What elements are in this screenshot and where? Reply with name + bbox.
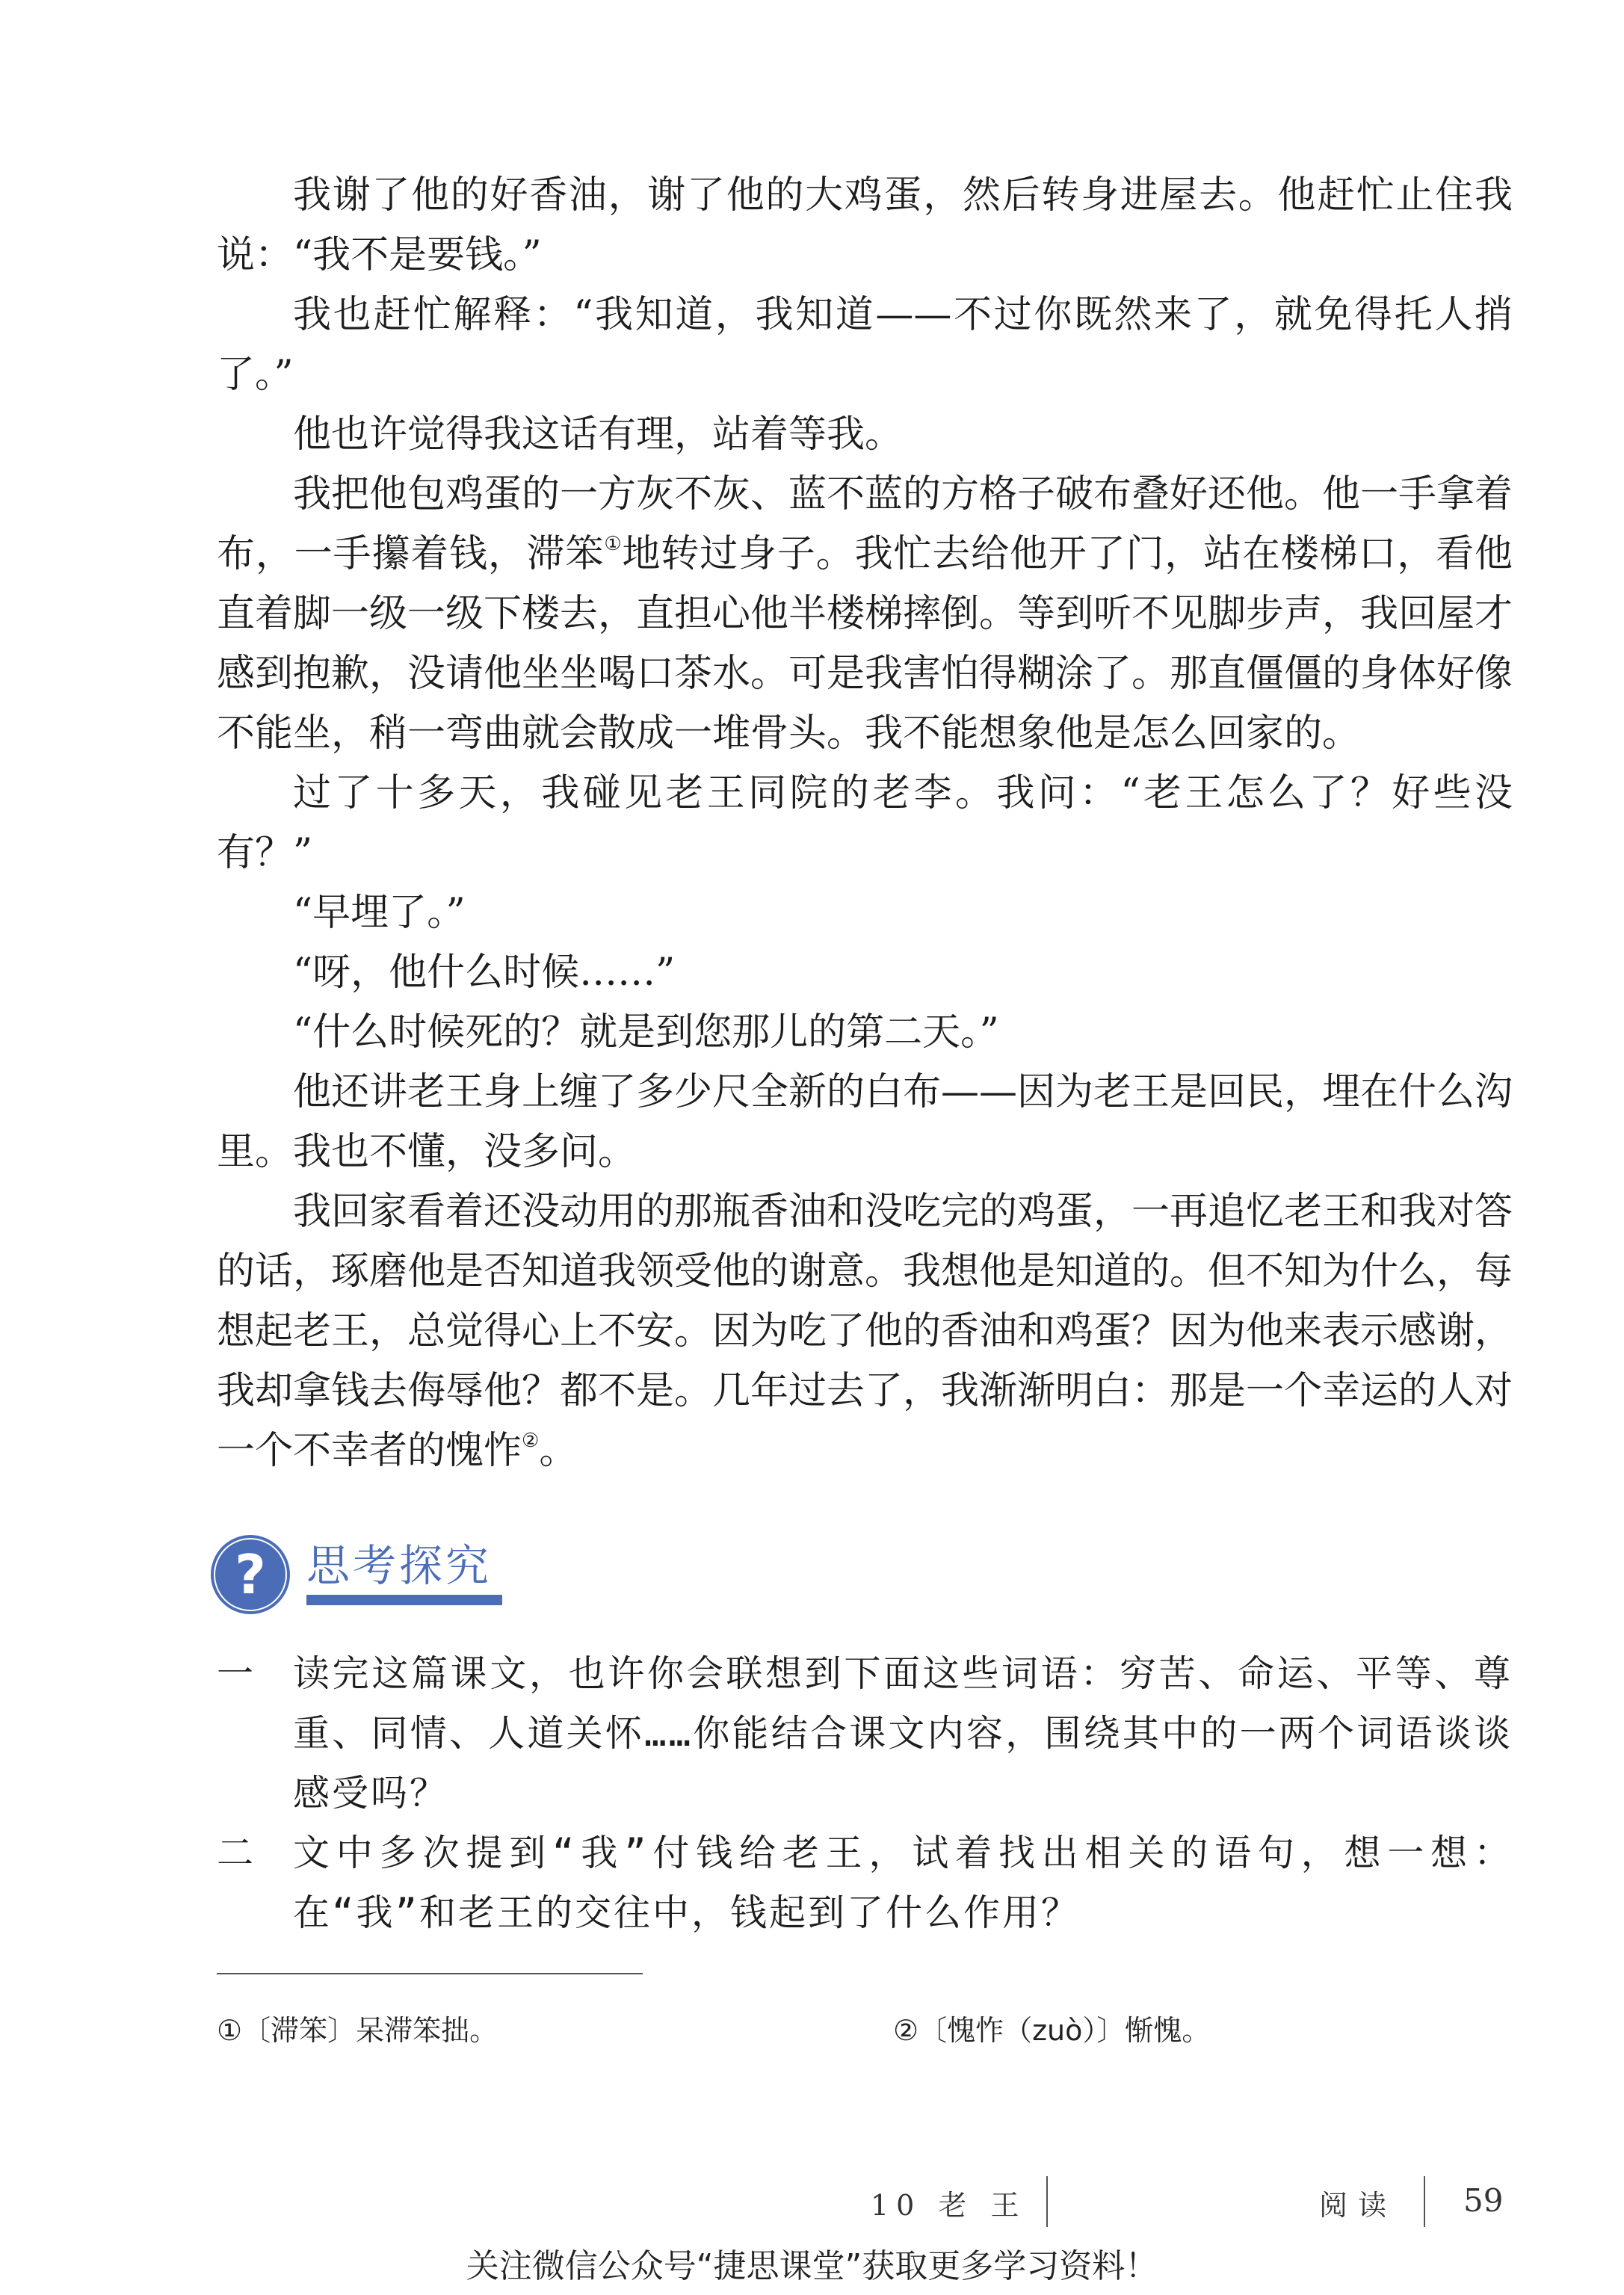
paragraph: 他还讲老王身上缠了多少尺全新的白布——因为老王是回民，埋在什么沟里。我也不懂，没多问。 xyxy=(217,1070,1513,1174)
section-underline xyxy=(306,1595,502,1605)
paragraph: 我谢了他的好香油，谢了他的大鸡蛋，然后转身进屋去。他赶忙止住我说：“我不是要钱。” xyxy=(217,173,1513,277)
footnote-marker[interactable]: ① xyxy=(604,533,623,555)
footer-divider xyxy=(1046,2176,1048,2227)
paragraph xyxy=(217,1182,1513,1481)
footer-divider xyxy=(1424,2176,1425,2227)
question-item xyxy=(217,1823,1513,1943)
footnote: ②〔愧怍（zuò）〕惭愧。 xyxy=(893,2014,1211,2047)
paragraph: 我也赶忙解释：“我知道，我知道——不过你既然来了，就免得托人捎了。” xyxy=(217,293,1513,397)
footnote: ①〔滞笨〕呆滞笨拙。 xyxy=(217,2014,498,2047)
page-number: 59 xyxy=(1463,2182,1504,2219)
body-text xyxy=(217,166,1513,1481)
paragraph: “什么时候死的？就是到您那儿的第二天。” xyxy=(293,1010,999,1054)
question-list xyxy=(217,1644,1513,1943)
question-number: 二 xyxy=(217,1832,256,1874)
question-mark-icon: ? xyxy=(215,1539,285,1610)
footnote-divider xyxy=(217,1973,643,1974)
paragraph-text: 地转过身子。我忙去给他开了门，站在楼梯口，看他直着脚一级一级下楼去，直担心他半楼梯摔倒。等到听不见脚步声，我回屋才感到抱歉，没请他坐坐喝口茶水。可是我害怕得糊涂了。那直僵僵的身体好像不能坐，稍一弯曲就会散成一堆骨头。我不能想象他是怎么回家的。 xyxy=(217,532,1513,756)
running-footer-section: 阅读 xyxy=(1319,2189,1398,2222)
question-number: 一 xyxy=(217,1652,256,1695)
section-heading xyxy=(215,1530,514,1628)
paragraph: “早埋了。” xyxy=(293,891,466,935)
question-item xyxy=(217,1644,1513,1823)
paragraph: 过了十多天，我碰见老王同院的老李。我问：“老王怎么了？好些没有？” xyxy=(217,771,1513,875)
paragraph: “呀，他什么时候……” xyxy=(293,951,676,995)
paragraph-text: 。 xyxy=(539,1429,578,1473)
promo-text: 关注微信公众号“捷思课堂”获取更多学习资料！ xyxy=(466,2247,1158,2285)
paragraph-text: 我把他包鸡蛋的一方灰不灰、蓝不蓝的方格子破布叠好还他。他一手拿着布，一手攥着钱，滞笨 xyxy=(217,472,1513,576)
paragraph-text: 我回家看着还没动用的那瓶香油和没吃完的鸡蛋，一再追忆老王和我对答的话，琢磨他是否知道我领受他的谢意。我想他是知道的。但不知为什么，每想起老王，总觉得心上不安。因为吃了他的香油和鸡蛋？因为他来表示感谢，我却拿钱去侮辱他？都不是。几年过去了，我渐渐明白：那是一个幸运的人对一个不幸者的愧怍 xyxy=(217,1190,1513,1473)
question-text: 文中多次提到“我”付钱给老王，试着找出相关的语句，想一想：在“我”和老王的交往中，钱起到了什么作用？ xyxy=(293,1832,1513,1934)
question-text: 读完这篇课文，也许你会联想到下面这些词语：穷苦、命运、平等、尊重、同情、人道关怀……你能结合课文内容，围绕其中的一两个词语谈谈感受吗？ xyxy=(293,1652,1513,1814)
section-title: 思考探究 xyxy=(306,1540,493,1591)
running-footer-chapter: 10 老 王 xyxy=(871,2189,1027,2222)
paragraph: 他也许觉得我这话有理，站着等我。 xyxy=(293,413,904,457)
footnote-marker[interactable]: ② xyxy=(522,1430,540,1452)
paragraph xyxy=(217,465,1513,764)
